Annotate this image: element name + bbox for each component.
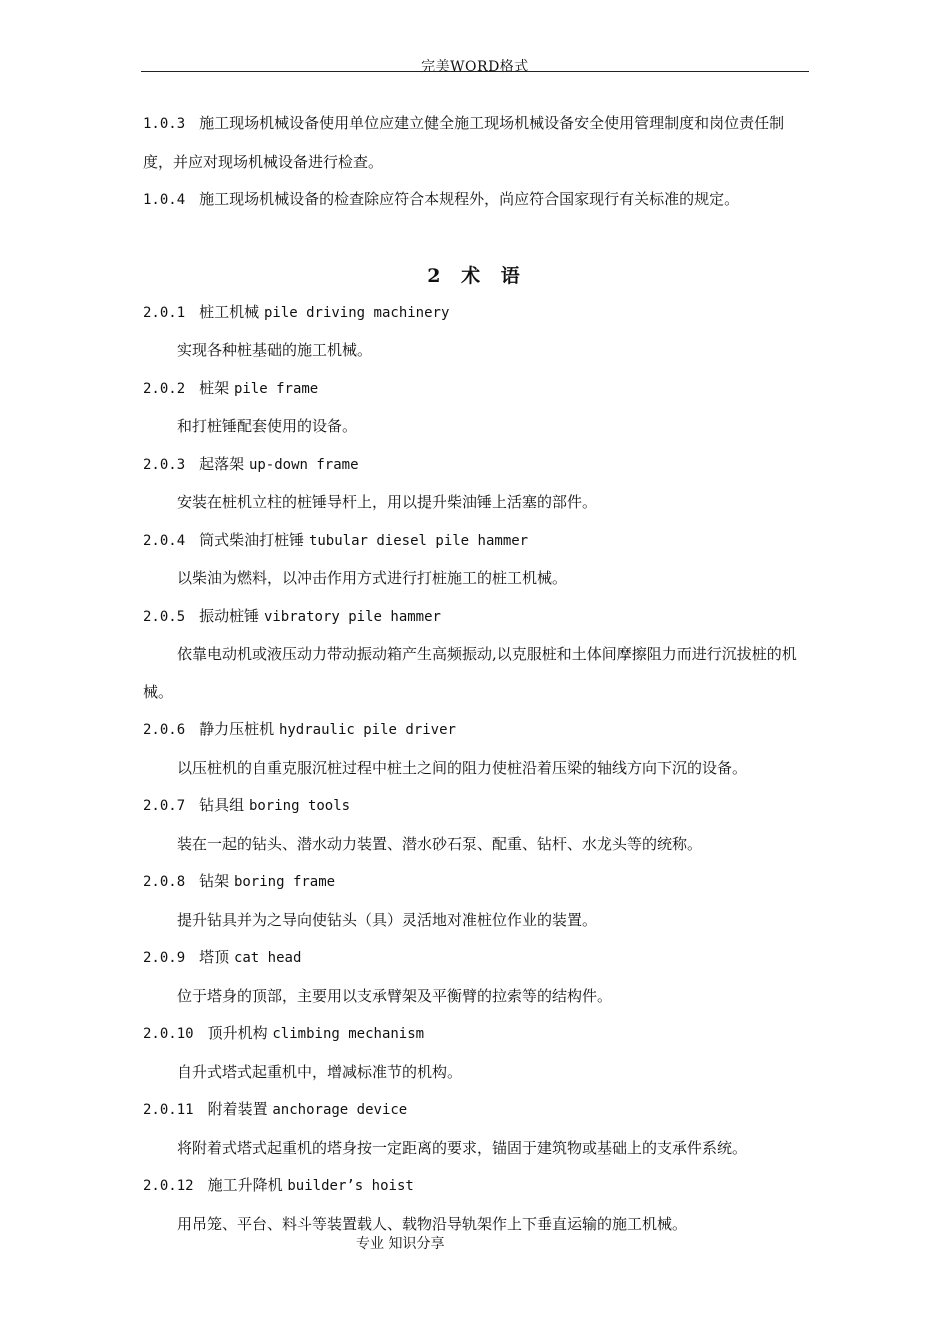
term-english: hydraulic pile driver bbox=[278, 722, 456, 738]
header-rule bbox=[141, 71, 809, 72]
term-chinese: 静力压桩机 bbox=[199, 720, 275, 738]
term-chinese: 附着装置 bbox=[207, 1100, 268, 1118]
term-definition: 和打桩锤配套使用的设备。 bbox=[177, 417, 358, 435]
term-heading bbox=[143, 370, 811, 409]
term-number: 2.0.1 bbox=[143, 304, 186, 321]
term-heading bbox=[143, 1015, 811, 1054]
term-heading bbox=[143, 446, 811, 485]
term-chinese: 钻架 bbox=[199, 872, 230, 890]
term-number: 2.0.5 bbox=[143, 608, 186, 625]
term-heading bbox=[143, 598, 811, 637]
term-number: 2.0.4 bbox=[143, 532, 186, 549]
term-heading bbox=[143, 1091, 811, 1130]
term-number: 2.0.10 bbox=[143, 1026, 194, 1042]
term-english: builder’s hoist bbox=[287, 1178, 414, 1194]
term-definition: 依靠电动机或液压动力带动振动箱产生高频振动,以克服桩和土体间摩擦阻力而进行沉拔桩的机械。 bbox=[143, 645, 797, 701]
term-english: cat head bbox=[233, 950, 302, 966]
term-english: anchorage device bbox=[272, 1102, 408, 1118]
clause-number: 1.0.3 bbox=[143, 116, 186, 132]
term-chinese: 顶升机构 bbox=[207, 1024, 268, 1042]
section-title: 2 术 语 bbox=[427, 264, 527, 287]
term-english: tubular diesel pile hammer bbox=[308, 532, 529, 549]
term-english: vibratory pile hammer bbox=[263, 608, 441, 625]
term-number: 2.0.11 bbox=[143, 1102, 194, 1118]
term-heading bbox=[143, 787, 811, 826]
clause-number: 1.0.4 bbox=[143, 192, 186, 208]
term-definition: 位于塔身的顶部，主要用以支承臂架及平衡臂的拉索等的结构件。 bbox=[177, 986, 613, 1005]
term-definition: 将附着式塔式起重机的塔身按一定距离的要求，锚固于建筑物或基础上的支承件系统。 bbox=[177, 1138, 748, 1157]
term-english: boring tools bbox=[248, 798, 351, 814]
term-number: 2.0.2 bbox=[143, 380, 186, 397]
term-chinese: 桩架 bbox=[199, 378, 230, 397]
clause-1-0-4 bbox=[143, 181, 811, 220]
term-heading bbox=[143, 522, 811, 561]
term-definition: 安装在桩机立柱的桩锤导杆上，用以提升柴油锤上活塞的部件。 bbox=[177, 493, 598, 511]
term-number: 2.0.8 bbox=[143, 874, 186, 890]
term-english: climbing mechanism bbox=[272, 1026, 425, 1042]
term-definition: 装在一起的钻头、潜水动力装置、潜水砂石泵、配重、钻杆、水龙头等的统称。 bbox=[177, 834, 703, 853]
term-definition: 实现各种桩基础的施工机械。 bbox=[177, 341, 373, 359]
term-definition: 以压桩机的自重克服沉桩过程中桩土之间的阻力使桩沿着压梁的轴线方向下沉的设备。 bbox=[177, 758, 748, 777]
term-definition: 以柴油为燃料，以冲击作用方式进行打桩施工的桩工机械。 bbox=[177, 569, 568, 587]
term-heading bbox=[143, 711, 811, 750]
page-footer: 专业 知识分享 bbox=[356, 1236, 445, 1252]
term-english: pile frame bbox=[233, 380, 319, 397]
term-chinese: 钻具组 bbox=[199, 796, 245, 814]
term-english: up-down frame bbox=[248, 456, 359, 473]
term-chinese: 起落架 bbox=[199, 454, 245, 473]
term-english: pile driving machinery bbox=[263, 304, 450, 321]
term-chinese: 筒式柴油打桩锤 bbox=[199, 530, 305, 549]
term-definition: 用吊笼、平台、料斗等装置载人、载物沿导轨架作上下垂直运输的施工机械。 bbox=[177, 1214, 688, 1233]
clause-text: 施工现场机械设备的检查除应符合本规程外，尚应符合国家现行有关标准的规定。 bbox=[199, 190, 740, 208]
term-chinese: 振动桩锤 bbox=[199, 606, 260, 625]
clause-text: 施工现场机械设备使用单位应建立健全施工现场机械设备安全使用管理制度和岗位责任制度，并应对现场机械设备进行检查。 bbox=[143, 114, 785, 171]
page-header: 完美WORD格式 bbox=[421, 59, 529, 75]
term-definition: 自升式塔式起重机中，增减标准节的机构。 bbox=[177, 1062, 463, 1081]
term-number: 2.0.9 bbox=[143, 950, 186, 966]
term-heading bbox=[143, 294, 811, 333]
term-number: 2.0.6 bbox=[143, 722, 186, 738]
term-number: 2.0.12 bbox=[143, 1178, 194, 1194]
document-body bbox=[143, 105, 811, 1243]
term-heading bbox=[143, 863, 811, 902]
term-heading bbox=[143, 939, 811, 978]
term-chinese: 桩工机械 bbox=[199, 302, 260, 321]
clause-1-0-3 bbox=[143, 105, 811, 181]
term-chinese: 施工升降机 bbox=[207, 1176, 283, 1194]
term-chinese: 塔顶 bbox=[199, 948, 230, 966]
term-number: 2.0.3 bbox=[143, 456, 186, 473]
term-english: boring frame bbox=[233, 874, 336, 890]
term-definition: 提升钻具并为之导向使钻头（具）灵活地对准桩位作业的装置。 bbox=[177, 910, 598, 929]
term-number: 2.0.7 bbox=[143, 798, 186, 814]
term-list bbox=[143, 294, 811, 1244]
term-heading bbox=[143, 1167, 811, 1206]
